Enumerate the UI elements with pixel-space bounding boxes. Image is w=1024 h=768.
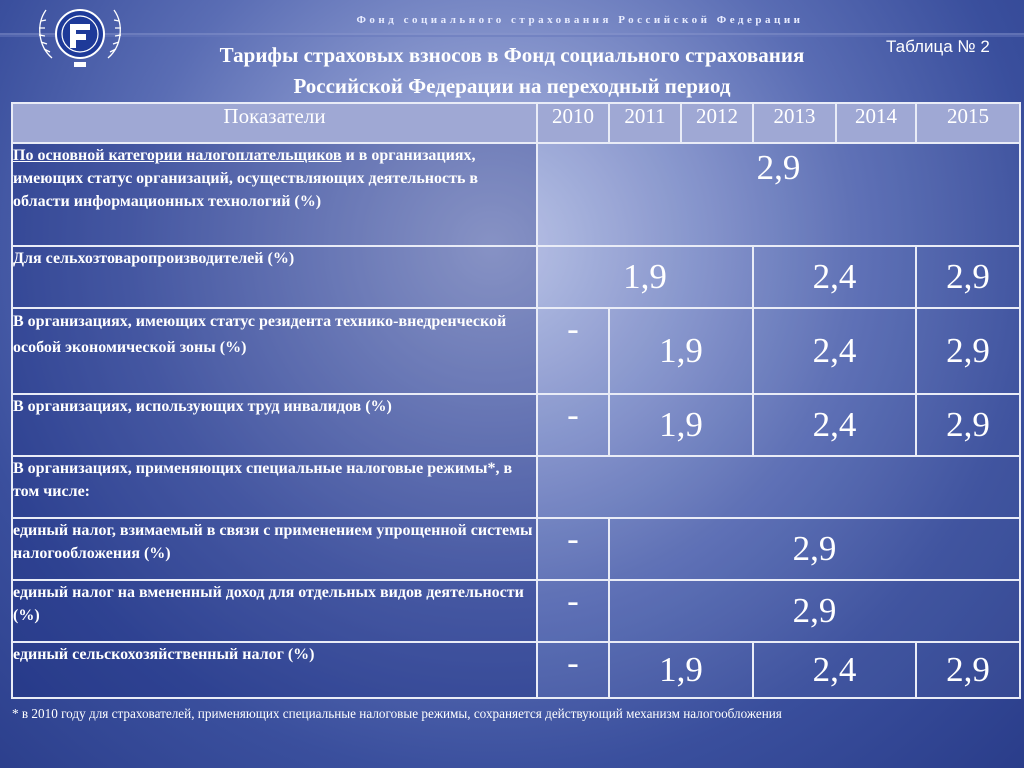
value-2011-2015: 2,9 (609, 580, 1020, 642)
table-row (12, 580, 1020, 642)
row-label: В организациях, применяющих специальные налоговые режимы*, в том числе: (12, 456, 537, 518)
value-2011-2012: 1,9 (609, 394, 753, 456)
table-row (12, 642, 1020, 698)
row-label-underlined: По основной категории налогоплательщиков (13, 147, 342, 164)
value-2013-2014: 2,4 (753, 394, 916, 456)
tariffs-table (11, 102, 1021, 699)
row-label: единый налог на вмененный доход для отдельных видов деятельности (%) (12, 580, 537, 642)
value-2010: - (537, 518, 609, 580)
table-row (12, 308, 1020, 394)
value-2011-2012: 1,9 (609, 642, 753, 698)
table-row (12, 394, 1020, 456)
value-2010: - (537, 642, 609, 698)
header-year-2012: 2012 (681, 103, 753, 143)
value-2010: - (537, 580, 609, 642)
table-number: Таблица № 2 (886, 37, 990, 56)
empty-values (537, 456, 1020, 518)
value-2013-2014: 2,4 (753, 308, 916, 394)
value-2010: - (537, 308, 609, 394)
value-2013-2014: 2,4 (753, 642, 916, 698)
title-line-1: Тарифы страховых взносов в Фонд социального страхования (219, 43, 805, 67)
footnote: * в 2010 году для страхователей, применяющих специальные налоговые режимы, сохраняется действующий механизм налогообложения (12, 706, 782, 721)
row-label: Для сельхозтоваропроизводителей (%) (12, 246, 537, 308)
value-2010-2012: 1,9 (537, 246, 753, 308)
value-2015: 2,9 (916, 394, 1020, 456)
row-label: единый сельскохозяйственный налог (%) (12, 642, 537, 698)
header-indicators: Показатели (12, 103, 537, 143)
row-label-rest: и в организациях, имеющих статус организаций, осуществляющих деятельность в области информационных технологий (%) (13, 147, 479, 210)
value-2013-2014: 2,4 (753, 246, 916, 308)
header-year-2014: 2014 (836, 103, 916, 143)
header-year-2015: 2015 (916, 103, 1020, 143)
value-2011-2015: 2,9 (609, 518, 1020, 580)
fss-emblem-icon (30, 2, 130, 70)
row-label: В организациях, использующих труд инвалидов (%) (12, 394, 537, 456)
value-all-years: 2,9 (537, 143, 1020, 246)
row-label: В организациях, имеющих статус резидента технико-внедренческой особой экономической зоны (%) (12, 308, 537, 394)
value-2015: 2,9 (916, 308, 1020, 394)
value-2011-2012: 1,9 (609, 308, 753, 394)
organization-name: Фонд социального страхования Российской Федерации (356, 14, 804, 26)
value-2015: 2,9 (916, 642, 1020, 698)
row-label: единый налог, взимаемый в связи с применением упрощенной системы налогообложения (%) (12, 518, 537, 580)
table-row (12, 246, 1020, 308)
page-title (140, 40, 884, 102)
table-row (12, 143, 1020, 246)
table-row (12, 456, 1020, 518)
table-header-row (12, 103, 1020, 143)
header-year-2011: 2011 (609, 103, 681, 143)
title-line-2: Российской Федерации на переходный период (293, 74, 731, 98)
header-year-2010: 2010 (537, 103, 609, 143)
header-year-2013: 2013 (753, 103, 836, 143)
row-label (12, 143, 537, 246)
value-2010: - (537, 394, 609, 456)
value-2015: 2,9 (916, 246, 1020, 308)
table-row (12, 518, 1020, 580)
